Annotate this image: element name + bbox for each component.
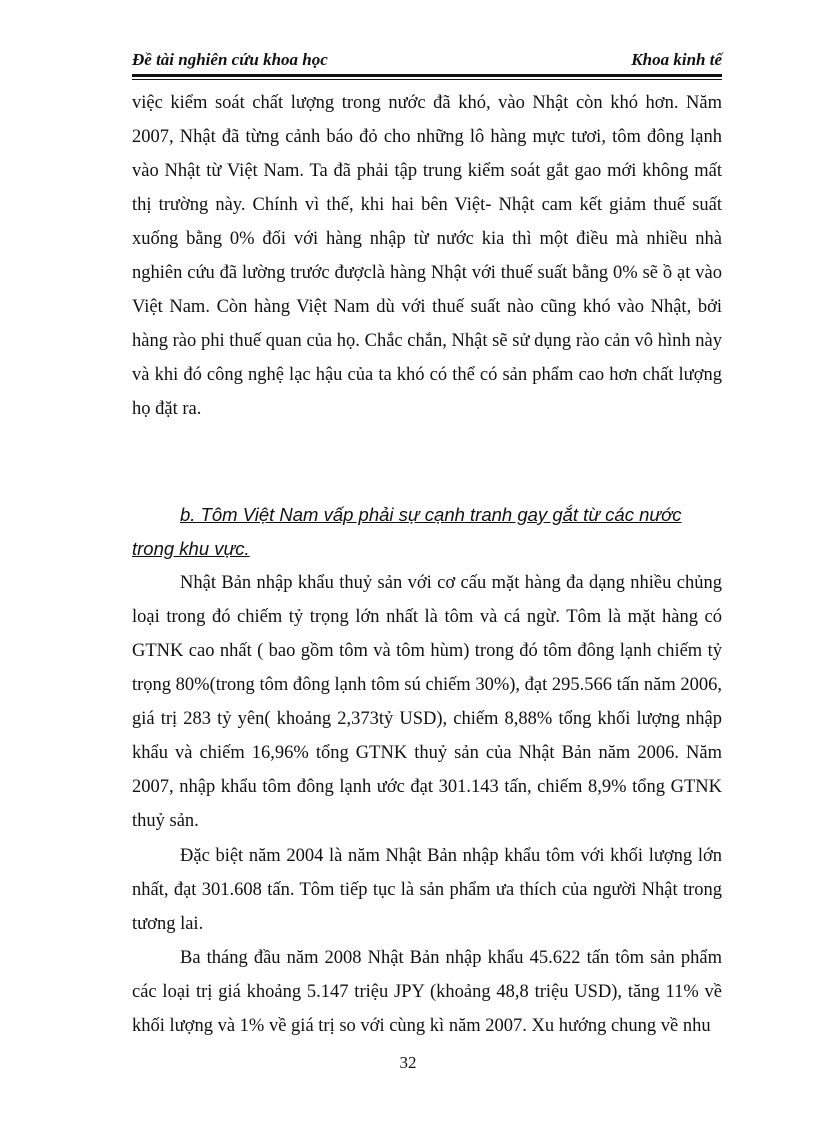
paragraph-3: Đặc biệt năm 2004 là năm Nhật Bản nhập khẩu tôm với khối lượng lớn nhất, đạt 301.608 tấn. Tôm tiếp tục là sản phẩm ưa thích của người Nhật trong tương lai. bbox=[132, 846, 722, 934]
header-rule-thick bbox=[132, 74, 722, 77]
page-header bbox=[132, 50, 722, 74]
header-department: Khoa kinh tế bbox=[631, 50, 722, 69]
paragraph-1: việc kiểm soát chất lượng trong nước đã khó, vào Nhật còn khó hơn. Năm 2007, Nhật đã từng cảnh báo đỏ cho những lô hàng mực tươi, tôm đông lạnh vào Nhật từ Việt Nam. Ta đã phải tập trung kiểm soát gắt gao mới không mất thị trường này. Chính vì thế, khi hai bên Việt- Nhật cam kết giảm thuế suất xuống bằng 0% đối với hàng nhập từ nước kia thì một điều mà nhiều nhà nghiên cứu đã lường trước đượclà hàng Nhật với thuế suất bằng 0% sẽ ồ ạt vào Việt Nam. Còn hàng Việt Nam dù với thuế suất nào cũng khó vào Nhật, bởi hàng rào phi thuế quan của họ. Chắc chắn, Nhật sẽ sử dụng rào cản vô hình này và khi đó công nghệ lạc hậu của ta khó có thể có sản phẩm cao hơn chất lượng họ đặt ra. bbox=[132, 93, 722, 419]
section-heading: b. Tôm Việt Nam vấp phải sự cạnh tranh gay gắt từ các nước trong khu vực. bbox=[132, 504, 682, 559]
header-title: Đề tài nghiên cứu khoa học bbox=[132, 50, 328, 69]
page-number: 32 bbox=[399, 1053, 417, 1072]
paragraph-4: Ba tháng đầu năm 2008 Nhật Bản nhập khẩu 45.622 tấn tôm sản phẩm các loại trị giá khoảng 5.147 triệu JPY (khoảng 48,8 triệu USD), tăng 11% về khối lượng và 1% về giá trị so với cùng kì năm 2007. Xu hướng chung về nhu bbox=[132, 948, 722, 1036]
paragraph-2: Nhật Bản nhập khẩu thuỷ sản với cơ cấu mặt hàng đa dạng nhiều chủng loại trong đó chiếm tỷ trọng lớn nhất là tôm và cá ngừ. Tôm là mặt hàng có GTNK cao nhất ( bao gồm tôm và tôm hùm) trong đó tôm đông lạnh chiếm tỷ trọng 80%(trong tôm đông lạnh tôm sú chiếm 30%), đạt 295.566 tấn năm 2006, giá trị 283 tỷ yên( khoảng 2,373tỷ USD), chiếm 8,88% tổng khối lượng nhập khẩu và chiếm 16,96% tổng GTNK thuỷ sản của Nhật Bản năm 2006. Năm 2007, nhập khẩu tôm đông lạnh ước đạt 301.143 tấn, chiếm 8,9% tổng GTNK thuỷ sản. bbox=[132, 573, 722, 831]
header-rule-thin bbox=[132, 79, 722, 80]
